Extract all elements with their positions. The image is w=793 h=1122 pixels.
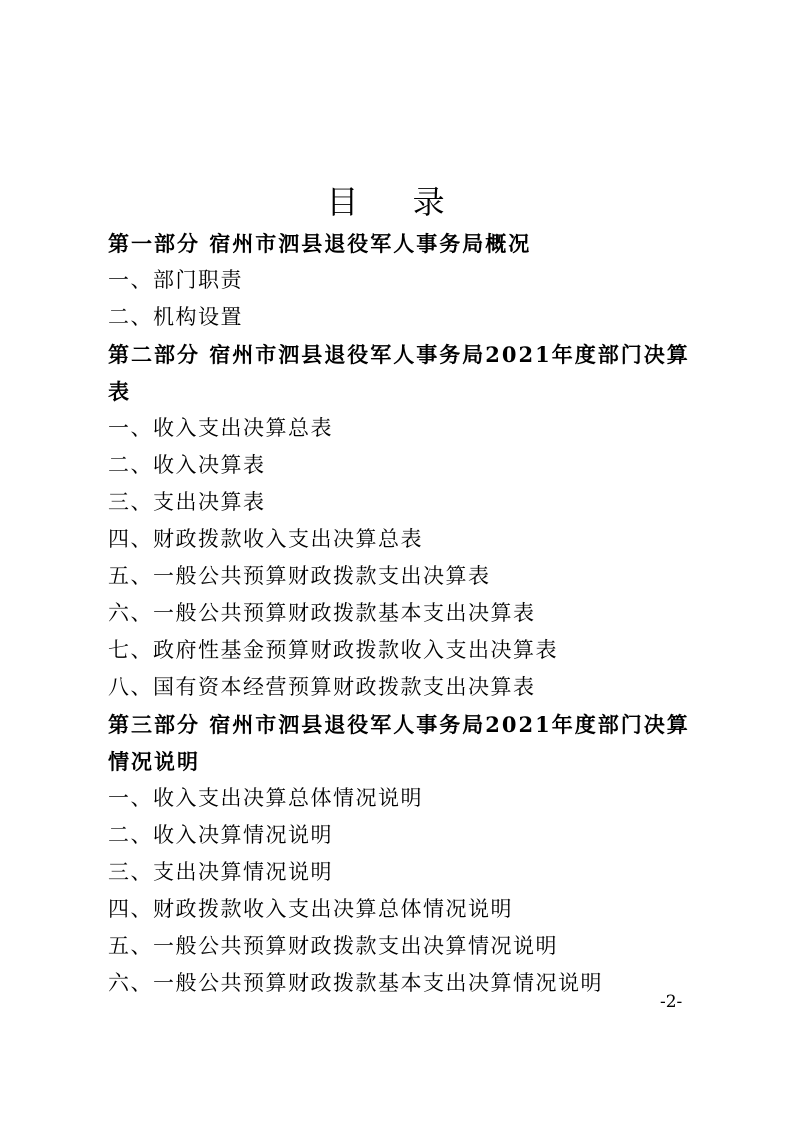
table-of-contents xyxy=(108,225,708,1002)
toc-item: 五、一般公共预算财政拨款支出决算情况说明 xyxy=(108,934,558,958)
toc-item: 五、一般公共预算财政拨款支出决算表 xyxy=(108,564,491,588)
toc-item: 一、收入支出决算总体情况说明 xyxy=(108,786,423,810)
toc-section-1: 第一部分 宿州市泗县退役军人事务局概况 xyxy=(108,231,532,256)
page-title: 目 录 xyxy=(326,183,467,221)
toc-item: 二、收入决算表 xyxy=(108,453,266,477)
toc-section-3: 第三部分 宿州市泗县退役军人事务局2021年度部门决算情况说明 xyxy=(108,712,690,774)
toc-item: 八、国有资本经营预算财政拨款支出决算表 xyxy=(108,675,536,699)
toc-item: 六、一般公共预算财政拨款基本支出决算表 xyxy=(108,601,536,625)
toc-item: 四、财政拨款收入支出决算总表 xyxy=(108,527,423,551)
toc-item: 二、收入决算情况说明 xyxy=(108,823,333,847)
toc-item: 二、机构设置 xyxy=(108,305,243,329)
toc-item: 三、支出决算情况说明 xyxy=(108,860,333,884)
toc-item: 一、部门职责 xyxy=(108,268,243,292)
toc-item: 四、财政拨款收入支出决算总体情况说明 xyxy=(108,897,513,921)
toc-item: 七、政府性基金预算财政拨款收入支出决算表 xyxy=(108,638,558,662)
toc-item: 三、支出决算表 xyxy=(108,490,266,514)
toc-item: 一、收入支出决算总表 xyxy=(108,416,333,440)
toc-item: 六、一般公共预算财政拨款基本支出决算情况说明 xyxy=(108,971,603,995)
toc-section-2: 第二部分 宿州市泗县退役军人事务局2021年度部门决算表 xyxy=(108,342,690,404)
page-number: -2- xyxy=(660,992,683,1012)
